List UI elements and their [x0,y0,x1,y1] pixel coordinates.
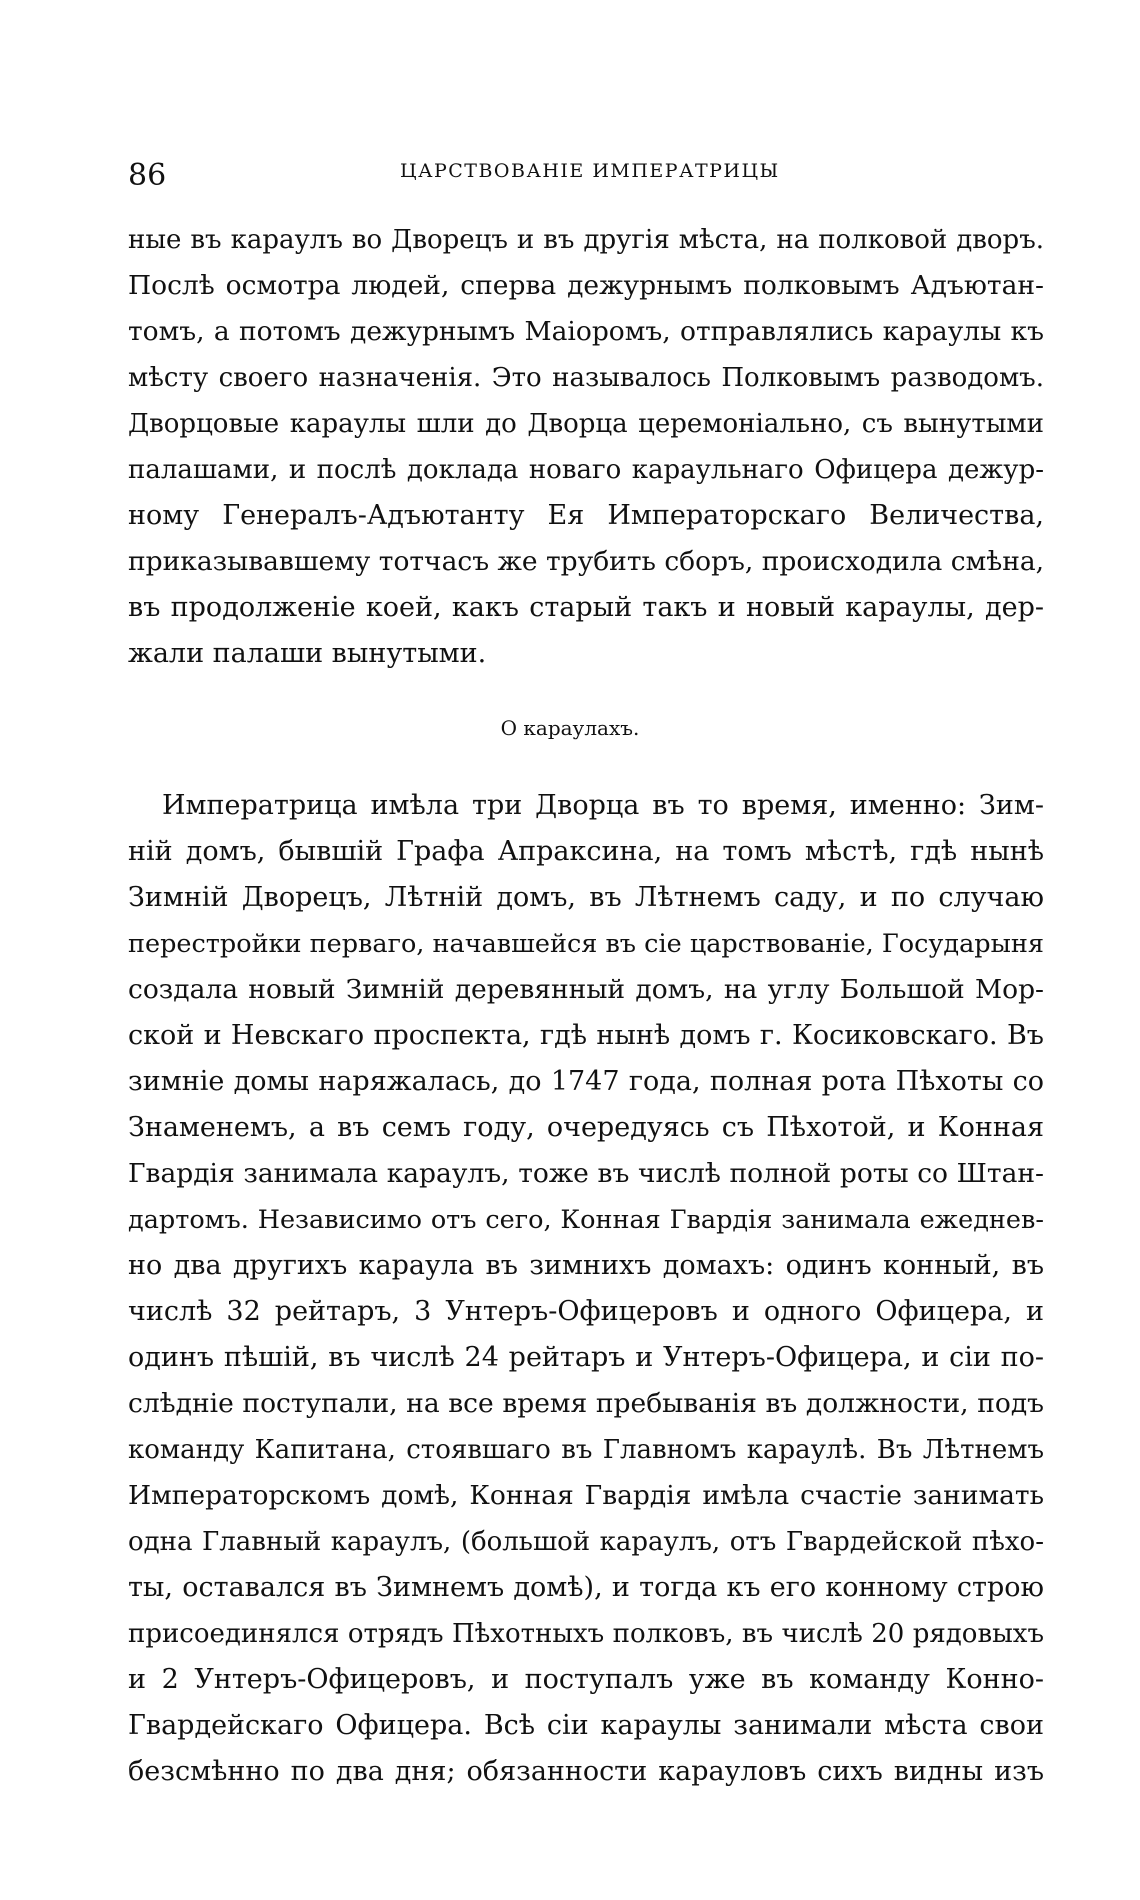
text-line: и 2 Унтеръ-Офицеровъ, и поступалъ уже въ команду Конно- [128,1664,1044,1695]
text-line: Гвардейскаго Офицера. Всѣ сіи караулы занимали мѣста свои [128,1710,1044,1741]
text-line: Зимній Дворецъ, Лѣтній домъ, въ Лѣтнемъ саду, и по случаю [128,882,1044,913]
text-line: зимніе домы наряжалась, до 1747 года, полная рота Пѣхоты со [128,1066,1044,1097]
text-line: безсмѣнно по два дня; обязанности карауловъ сихъ видны изъ [128,1756,1044,1787]
text-line: создала новый Зимній деревянный домъ, на углу Большой Мор- [128,974,1044,1005]
text-line: но два другихъ караула въ зимнихъ домахъ: одинъ конный, въ [128,1250,1044,1281]
text-line: жали палаши вынутыми. [128,638,487,669]
text-line: одинъ пѣшій, въ числѣ 24 рейтаръ и Унтеръ-Офицера, и сіи по- [128,1342,1044,1373]
section-title: О караулахъ. [500,716,640,740]
text-line: дартомъ. Независимо отъ сего, Конная Гвардія занимала ежеднев- [128,1205,1044,1235]
text-line: ній домъ, бывшій Графа Апраксина, на томъ мѣстѣ, гдѣ нынѣ [128,836,1044,867]
text-line: присоединялся отрядъ Пѣхотныхъ полковъ, въ числѣ 20 рядовыхъ [128,1619,1044,1649]
text-line: слѣдніе поступали, на все время пребыванія въ должности, подъ [128,1388,1044,1419]
text-line: Императорскомъ домѣ, Конная Гвардія имѣла счастіе занимать [128,1480,1044,1511]
text-line: ской и Невскаго проспекта, гдѣ нынѣ домъ г. Косиковскаго. Въ [128,1020,1044,1051]
text-line: Императрица имѣла три Дворца въ то время, именно: Зим- [162,790,1044,821]
text-line: Дворцовые караулы шли до Дворца церемоніально, съ вынутыми [128,409,1044,439]
text-line: команду Капитана, стоявшаго въ Главномъ караулѣ. Въ Лѣтнемъ [128,1435,1044,1465]
text-line: Знаменемъ, а въ семъ году, очередуясь съ Пѣхотой, и Конная [128,1112,1044,1143]
text-line: числѣ 32 рейтаръ, 3 Унтеръ-Офицеровъ и одного Офицера, и [128,1296,1044,1327]
text-line: ты, оставался въ Зимнемъ домѣ), и тогда къ его конному строю [128,1572,1044,1603]
text-line: ному Генералъ-Адъютанту Ея Императорскаго Величества, [128,500,1044,531]
page-number: 86 [128,158,167,193]
text-line: томъ, а потомъ дежурнымъ Маіоромъ, отправлялись караулы къ [128,316,1044,347]
text-line: Послѣ осмотра людей, сперва дежурнымъ полковымъ Адъютан- [128,270,1044,301]
running-head: ЦАРСТВОВАНІЕ ИМПЕРАТРИЦЫ [400,160,780,182]
text-line: палашами, и послѣ доклада новаго караульнаго Офицера дежур- [128,455,1044,485]
text-line: въ продолженіе коей, какъ старый такъ и новый караулы, дер- [128,592,1044,623]
text-line: мѣсту своего назначенія. Это называлось Полковымъ разводомъ. [128,363,1044,393]
text-line: одна Главный караулъ, (большой караулъ, отъ Гвардейской пѣхо- [128,1527,1044,1557]
text-line: Гвардія занимала караулъ, тоже въ числѣ полной роты со Штан- [128,1158,1044,1189]
text-line: перестройки перваго, начавшейся въ сіе царствованіе, Государыня [128,929,1044,959]
text-line: приказывавшему тотчасъ же трубить сборъ, происходила смѣна, [128,546,1045,577]
text-line: ные въ караулъ во Дворецъ и въ другія мѣста, на полковой дворъ. [128,225,1044,255]
